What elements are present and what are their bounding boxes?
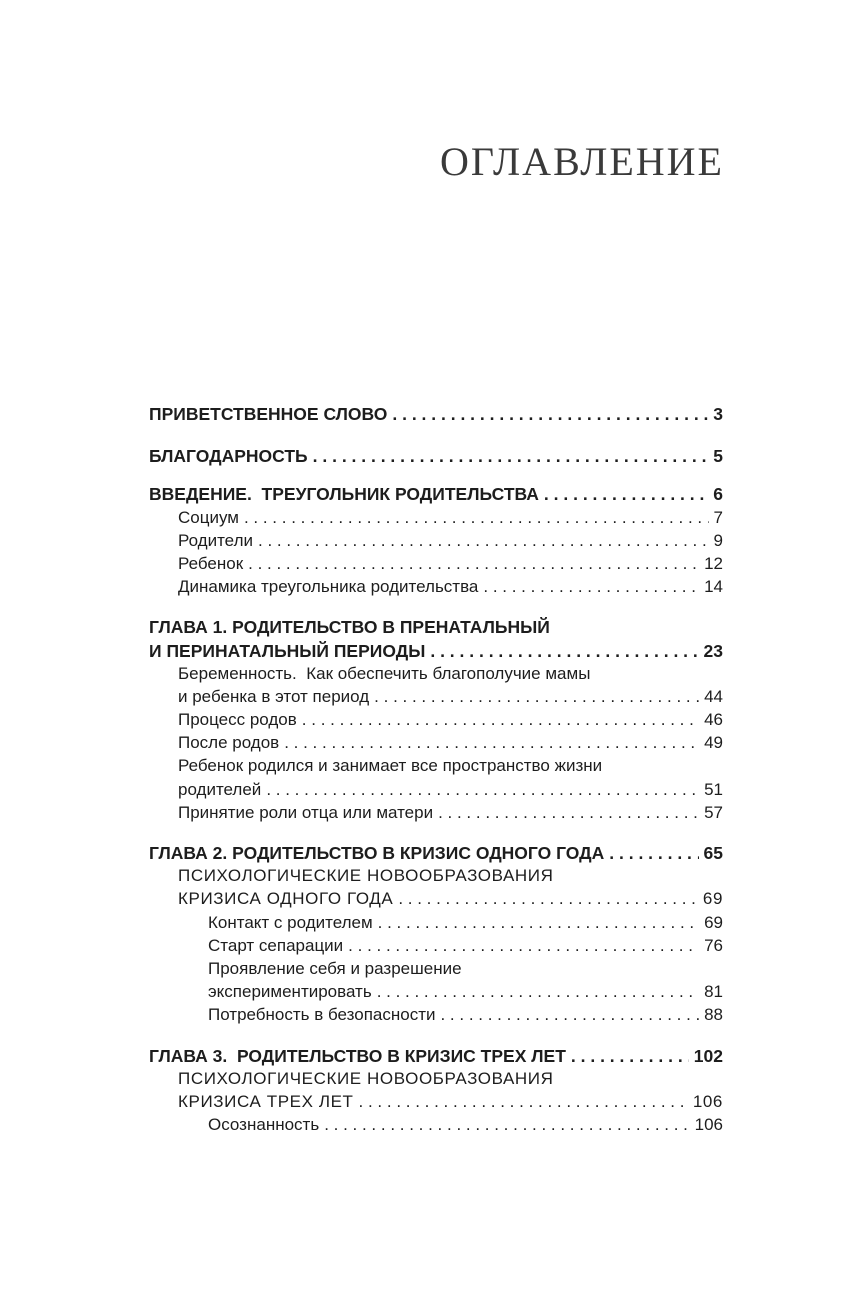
toc-entry-title: Потребность в безопасности	[208, 1005, 436, 1025]
toc-entry-page: 88	[704, 1005, 723, 1025]
toc-group-greeting	[149, 404, 723, 427]
toc-entry[interactable]	[149, 756, 723, 779]
toc-entry-title: Контакт с родителем	[208, 912, 373, 932]
toc-entry-title: Беременность. Как обеспечить благополучие мамы	[178, 663, 591, 683]
toc-entry-page: 69	[704, 912, 723, 932]
toc-entry-title: ГЛАВА 1. РОДИТЕЛЬСТВО В ПРЕНАТАЛЬНЫЙ	[149, 617, 550, 638]
toc-entry[interactable]	[149, 1046, 723, 1069]
toc-leader-dots	[374, 687, 699, 707]
toc-entry-title: Ребенок родился и занимает все пространство жизни	[178, 756, 603, 776]
toc-leader-dots	[544, 484, 708, 505]
toc-entry-page: 46	[704, 710, 723, 730]
toc-leader-dots	[324, 1115, 689, 1135]
toc-group-thanks	[149, 446, 723, 469]
toc-entry[interactable]	[149, 843, 723, 866]
toc-entry[interactable]	[149, 1005, 723, 1028]
toc-leader-dots	[378, 913, 699, 933]
toc-entry[interactable]	[149, 959, 723, 982]
toc-entry-title: КРИЗИСА ТРЕХ ЛЕТ	[178, 1091, 354, 1111]
toc-entry[interactable]	[149, 508, 723, 531]
toc-entry-title: КРИЗИСА ОДНОГО ГОДА	[178, 889, 394, 909]
toc-entry-page: 9	[713, 530, 723, 550]
toc-leader-dots	[438, 803, 699, 823]
toc-entry-title: БЛАГОДАРНОСТЬ	[149, 446, 308, 467]
toc-entry[interactable]	[149, 484, 723, 507]
toc-entry-title: Динамика треугольника родительства	[178, 577, 479, 597]
toc-entry[interactable]	[149, 1115, 723, 1138]
toc-entry-page: 69	[702, 889, 723, 909]
toc-entry-page: 57	[704, 802, 723, 822]
toc-entry-title: родителей	[178, 779, 262, 799]
toc-entry-title: и ребенка в этот период	[178, 686, 370, 706]
toc-leader-dots	[313, 446, 709, 467]
toc-leader-dots	[430, 641, 698, 662]
toc-entry[interactable]	[149, 780, 723, 803]
toc-entry-page: 12	[704, 553, 723, 573]
toc-entry-title: ГЛАВА 3. РОДИТЕЛЬСТВО В КРИЗИС ТРЕХ ЛЕТ	[149, 1045, 566, 1066]
toc-entry[interactable]	[149, 1069, 723, 1092]
toc-leader-dots	[302, 710, 699, 730]
toc-group-chapter-1	[149, 617, 723, 826]
toc-entry-page: 6	[713, 484, 723, 505]
toc-leader-dots	[398, 889, 698, 909]
toc-leader-dots	[248, 554, 699, 574]
toc-entry-page: 106	[692, 1091, 723, 1111]
toc-entry-title: Ребенок	[178, 553, 244, 573]
toc-entry-page: 23	[703, 640, 723, 661]
toc-entry-title: Проявление себя и разрешение	[208, 958, 462, 978]
toc-entry-title: ПСИХОЛОГИЧЕСКИЕ НОВООБРАЗОВАНИЯ	[178, 1068, 554, 1088]
toc-entry-page: 65	[703, 843, 723, 863]
toc-entry-page: 49	[704, 733, 723, 753]
toc-entry-title: Социум	[178, 507, 239, 527]
toc-entry-page: 106	[694, 1115, 723, 1135]
toc-leader-dots	[258, 531, 709, 551]
toc-group-chapter-3	[149, 1046, 723, 1139]
toc-entry[interactable]	[149, 913, 723, 936]
toc-entry-title: Старт сепарации	[208, 935, 344, 955]
toc-group-introduction	[149, 484, 723, 600]
toc-entry[interactable]	[149, 404, 723, 427]
toc-leader-dots	[348, 936, 699, 956]
toc-entry[interactable]	[149, 936, 723, 959]
toc-entry[interactable]	[149, 803, 723, 826]
toc-entry[interactable]	[149, 617, 723, 640]
toc-entry-page: 14	[704, 577, 723, 597]
toc-entry[interactable]	[149, 1092, 723, 1115]
toc-leader-dots	[392, 404, 708, 425]
toc-entry[interactable]	[149, 866, 723, 889]
toc-entry-title: Осознанность	[208, 1115, 320, 1135]
toc-entry-page: 76	[704, 935, 723, 955]
toc-leader-dots	[266, 780, 699, 800]
toc-entry[interactable]	[149, 554, 723, 577]
toc-entry-title: Процесс родов	[178, 710, 297, 730]
toc-entry-page: 5	[713, 446, 723, 467]
toc-leader-dots	[284, 733, 699, 753]
toc-entry-page: 44	[704, 686, 723, 706]
toc-entry-title: Принятие роли отца или матери	[178, 802, 434, 822]
toc-entry-page: 102	[693, 1045, 723, 1066]
toc-entry[interactable]	[149, 577, 723, 600]
toc-entry[interactable]	[149, 664, 723, 687]
toc-entry[interactable]	[149, 641, 723, 664]
toc-entry[interactable]	[149, 710, 723, 733]
toc-entry-title: Родители	[178, 530, 253, 550]
toc-entry-title: ГЛАВА 2. РОДИТЕЛЬСТВО В КРИЗИС ОДНОГО ГОДА	[149, 843, 605, 863]
toc-entry-page: 51	[704, 779, 723, 799]
toc-group-chapter-2	[149, 843, 723, 1029]
toc-entry-title: ПСИХОЛОГИЧЕСКИЕ НОВООБРАЗОВАНИЯ	[178, 866, 554, 886]
toc-entry-title: И ПЕРИНАТАЛЬНЫЙ ПЕРИОДЫ	[149, 640, 426, 661]
toc-entry[interactable]	[149, 889, 723, 912]
toc-leader-dots	[359, 1092, 688, 1112]
toc-entry-title: ВВЕДЕНИЕ. ТРЕУГОЛЬНИК РОДИТЕЛЬСТВА	[149, 484, 539, 505]
table-of-contents	[149, 404, 723, 1150]
toc-entry[interactable]	[149, 733, 723, 756]
toc-entry-page: 81	[704, 982, 723, 1002]
toc-entry[interactable]	[149, 531, 723, 554]
toc-leader-dots	[440, 1005, 699, 1025]
toc-leader-dots	[609, 843, 698, 864]
toc-leader-dots	[571, 1046, 689, 1067]
toc-leader-dots	[244, 508, 709, 528]
toc-entry[interactable]	[149, 982, 723, 1005]
toc-entry-title: ПРИВЕТСТВЕННОЕ СЛОВО	[149, 404, 388, 424]
toc-entry[interactable]	[149, 446, 723, 469]
toc-leader-dots	[483, 577, 699, 597]
toc-entry[interactable]	[149, 687, 723, 710]
page-title: ОГЛАВЛЕНИЕ	[440, 139, 724, 184]
toc-leader-dots	[377, 982, 699, 1002]
toc-entry-page: 3	[713, 404, 723, 424]
toc-entry-title: После родов	[178, 733, 280, 753]
toc-entry-title: экспериментировать	[208, 982, 372, 1002]
toc-entry-page: 7	[713, 507, 723, 527]
